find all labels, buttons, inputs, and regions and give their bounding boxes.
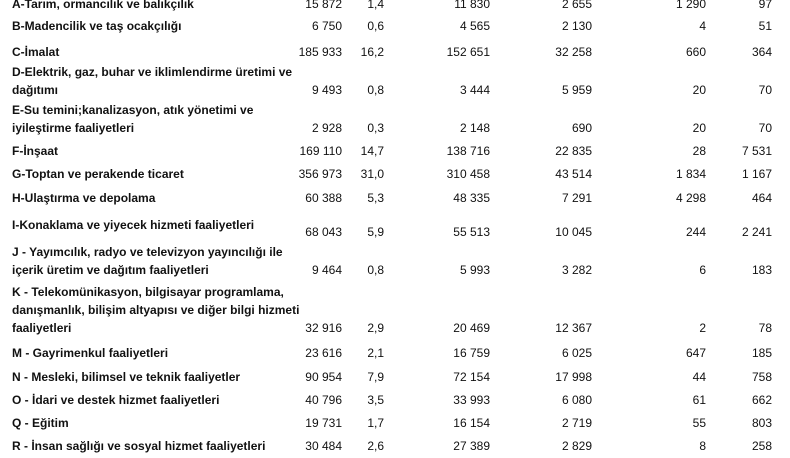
cell-value: 72 154	[453, 370, 490, 384]
cell-value: 244	[685, 225, 706, 239]
cell-value: 9 493	[311, 83, 342, 97]
row-label: K - Telekomünikasyon, bilgisayar programlama, danışmanlık, bilişim altyapısı ve diğer bilgi hizmeti faaliyetleri	[12, 285, 300, 335]
cell-value: 5 959	[561, 83, 592, 97]
cell-value: 70	[758, 83, 772, 97]
cell-value: 32 258	[555, 45, 592, 59]
cell-value: 33 993	[453, 393, 490, 407]
cell-value: 1 834	[675, 167, 706, 181]
table-row	[0, 389, 790, 412]
row-label: I-Konaklama ve yiyecek hizmeti faaliyetleri	[12, 218, 255, 232]
cell-value: 6	[699, 263, 706, 277]
table-row	[0, 244, 790, 282]
cell-value: 40 796	[305, 393, 342, 407]
cell-value: 4 298	[675, 191, 706, 205]
cell-value: 27 389	[453, 439, 490, 453]
row-label: A-Tarım, ormancılık ve balıkçılık	[12, 0, 194, 11]
row-label: C-İmalat	[12, 45, 60, 59]
row-label: G-Toptan ve perakende ticaret	[12, 167, 184, 181]
cell-value: 2 148	[459, 121, 490, 135]
cell-value: 4	[699, 19, 706, 33]
cell-value: 2,1	[367, 346, 384, 360]
table-row	[0, 435, 790, 458]
cell-value: 14,7	[360, 144, 384, 158]
cell-value: 7,9	[367, 370, 384, 384]
row-label: H-Ulaştırma ve depolama	[12, 191, 156, 205]
cell-value: 0,8	[367, 263, 384, 277]
cell-value: 43 514	[555, 167, 592, 181]
row-label: F-İnşaat	[12, 144, 59, 158]
cell-value: 6 750	[311, 19, 342, 33]
cell-value: 2 719	[561, 416, 592, 430]
table-row	[0, 0, 790, 16]
table-row	[0, 64, 790, 102]
row-label: R - İnsan sağlığı ve sosyal hizmet faaliyetleri	[12, 439, 266, 453]
cell-value: 23 616	[305, 346, 342, 360]
cell-value: 258	[751, 439, 772, 453]
cell-value: 2	[699, 321, 706, 335]
table-row	[0, 412, 790, 435]
cell-value: 16,2	[360, 45, 384, 59]
cell-value: 12 367	[555, 321, 592, 335]
cell-value: 185 933	[298, 45, 342, 59]
table-row	[0, 365, 790, 389]
cell-value: 1 167	[741, 167, 772, 181]
cell-value: 20 469	[453, 321, 490, 335]
cell-value: 6 080	[561, 393, 592, 407]
cell-value: 55 513	[453, 225, 490, 239]
cell-value: 356 973	[298, 167, 342, 181]
cell-value: 1,7	[367, 416, 384, 430]
cell-value: 690	[571, 121, 592, 135]
table-row	[0, 163, 790, 186]
cell-value: 28	[692, 144, 706, 158]
cell-value: 17 998	[555, 370, 592, 384]
cell-value: 183	[751, 263, 772, 277]
table-row	[0, 102, 790, 140]
table-row	[0, 38, 790, 64]
cell-value: 16 154	[453, 416, 490, 430]
cell-value: 3,5	[367, 393, 384, 407]
row-label: M - Gayrimenkul faaliyetleri	[12, 346, 169, 360]
row-label: J - Yayımcılık, radyo ve televizyon yayıncılığı ile içerik üretim ve dağıtım faaliyetleri	[12, 245, 283, 277]
cell-value: 61	[692, 393, 706, 407]
cell-value: 0,8	[367, 83, 384, 97]
cell-value: 0,3	[367, 121, 384, 135]
cell-value: 51	[758, 19, 772, 33]
row-label: E-Su temini;kanalizasyon, atık yönetimi ve iyileştirme faaliyetleri	[12, 103, 254, 135]
cell-value: 32 916	[305, 321, 342, 335]
cell-value: 30 484	[305, 439, 342, 453]
cell-value: 8	[699, 439, 706, 453]
cell-value: 464	[751, 191, 772, 205]
cell-value: 48 335	[453, 191, 490, 205]
cell-value: 15 872	[305, 0, 342, 11]
cell-value: 660	[685, 45, 706, 59]
cell-value: 364	[751, 45, 772, 59]
table-row	[0, 282, 790, 340]
cell-value: 5,9	[367, 225, 384, 239]
row-label: B-Madencilik ve taş ocakçılığı	[12, 19, 182, 33]
cell-value: 70	[758, 121, 772, 135]
cell-value: 5 993	[459, 263, 490, 277]
cell-value: 3 282	[561, 263, 592, 277]
cell-value: 44	[692, 370, 706, 384]
cell-value: 90 954	[305, 370, 342, 384]
cell-value: 2 241	[741, 225, 772, 239]
cell-value: 60 388	[305, 191, 342, 205]
cell-value: 138 716	[446, 144, 490, 158]
cell-value: 310 458	[446, 167, 490, 181]
cell-value: 2,6	[367, 439, 384, 453]
cell-value: 9 464	[311, 263, 342, 277]
cell-value: 2,9	[367, 321, 384, 335]
table-row	[0, 186, 790, 210]
cell-value: 2 829	[561, 439, 592, 453]
table-row	[0, 340, 790, 365]
cell-value: 20	[692, 83, 706, 97]
cell-value: 3 444	[459, 83, 490, 97]
row-label: Q - Eğitim	[12, 416, 69, 430]
cell-value: 6 025	[561, 346, 592, 360]
cell-value: 2 655	[561, 0, 592, 11]
cell-value: 10 045	[555, 225, 592, 239]
cell-value: 1,4	[367, 0, 384, 11]
cell-value: 16 759	[453, 346, 490, 360]
cell-value: 152 651	[446, 45, 490, 59]
cell-value: 7 531	[741, 144, 772, 158]
cell-value: 0,6	[367, 19, 384, 33]
table-row	[0, 210, 790, 244]
row-label: N - Mesleki, bilimsel ve teknik faaliyetler	[12, 370, 241, 384]
cell-value: 22 835	[555, 144, 592, 158]
row-label: O - İdari ve destek hizmet faaliyetleri	[12, 393, 220, 407]
cell-value: 2 928	[311, 121, 342, 135]
cell-value: 1 290	[675, 0, 706, 11]
table-row	[0, 140, 790, 163]
row-label: D-Elektrik, gaz, buhar ve iklimlendirme üretimi ve dağıtımı	[12, 65, 293, 97]
cell-value: 31,0	[360, 167, 384, 181]
cell-value: 78	[758, 321, 772, 335]
cell-value: 11 830	[454, 0, 490, 11]
cell-value: 5,3	[367, 191, 384, 205]
cell-value: 185	[751, 346, 772, 360]
cell-value: 803	[751, 416, 772, 430]
cell-value: 68 043	[305, 225, 342, 239]
cell-value: 4 565	[459, 19, 490, 33]
cell-value: 97	[758, 0, 772, 11]
cell-value: 2 130	[561, 19, 592, 33]
cell-value: 169 110	[299, 144, 342, 158]
cell-value: 647	[685, 346, 706, 360]
cell-value: 55	[692, 416, 706, 430]
cell-value: 20	[692, 121, 706, 135]
cell-value: 758	[751, 370, 772, 384]
cell-value: 662	[751, 393, 772, 407]
table-row	[0, 16, 790, 38]
cell-value: 19 731	[305, 416, 342, 430]
cell-value: 7 291	[561, 191, 592, 205]
